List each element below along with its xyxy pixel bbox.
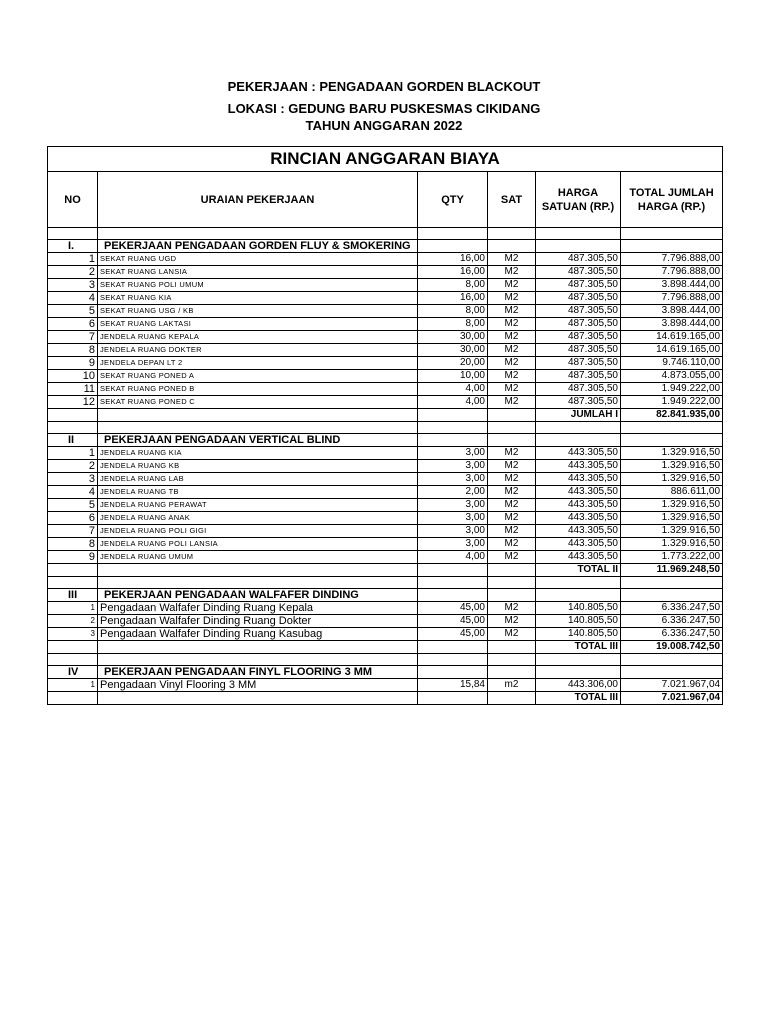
- empty-cell: [98, 422, 418, 434]
- empty-cell: [48, 422, 98, 434]
- item-total: 7.021.967,04: [621, 679, 723, 692]
- item-unit: M2: [488, 525, 536, 538]
- item-number: 4: [48, 292, 98, 305]
- item-total: 3.898.444,00: [621, 279, 723, 292]
- table-row: [48, 512, 723, 525]
- table-row: [48, 486, 723, 499]
- table-row: [48, 253, 723, 266]
- item-number: 2: [48, 266, 98, 279]
- table-row: [48, 331, 723, 344]
- item-number: 9: [48, 551, 98, 564]
- item-unit-price: 443.305,50: [536, 525, 621, 538]
- item-unit-price: 443.305,50: [536, 551, 621, 564]
- item-unit: M2: [488, 396, 536, 409]
- item-unit: M2: [488, 486, 536, 499]
- item-description: JENDELA RUANG TB: [98, 486, 418, 499]
- item-qty: 3,00: [418, 499, 488, 512]
- item-total: 1.329.916,50: [621, 538, 723, 551]
- item-unit-price: 140.805,50: [536, 628, 621, 641]
- empty-cell: [621, 589, 723, 602]
- empty-cell: [536, 240, 621, 253]
- item-number: 12: [48, 396, 98, 409]
- empty-cell: [488, 666, 536, 679]
- item-qty: 8,00: [418, 318, 488, 331]
- item-description: SEKAT RUANG POLI UMUM: [98, 279, 418, 292]
- item-unit: M2: [488, 473, 536, 486]
- item-description: JENDELA RUANG POLI GIGI: [98, 525, 418, 538]
- empty-cell: [621, 654, 723, 666]
- item-unit: M2: [488, 331, 536, 344]
- section-number: I.: [48, 240, 98, 253]
- table-row: [48, 525, 723, 538]
- table-row: [48, 679, 723, 692]
- section-total-label: JUMLAH I: [536, 409, 621, 422]
- item-description: JENDELA RUANG KIA: [98, 447, 418, 460]
- item-qty: 15,84: [418, 679, 488, 692]
- empty-cell: [536, 589, 621, 602]
- item-qty: 3,00: [418, 538, 488, 551]
- empty-cell: [536, 434, 621, 447]
- item-description: JENDELA DEPAN LT 2: [98, 357, 418, 370]
- item-total: 1.949.222,00: [621, 383, 723, 396]
- item-total: 6.336.247,50: [621, 602, 723, 615]
- item-total: 6.336.247,50: [621, 615, 723, 628]
- item-unit: m2: [488, 679, 536, 692]
- item-qty: 45,00: [418, 628, 488, 641]
- item-total: 14.619.165,00: [621, 331, 723, 344]
- section-total-row: [48, 692, 723, 705]
- item-total: 4.873.055,00: [621, 370, 723, 383]
- col-header-harga: HARGA SATUAN (RP.): [536, 172, 621, 228]
- empty-cell: [98, 577, 418, 589]
- empty-cell: [488, 577, 536, 589]
- item-number: 6: [48, 318, 98, 331]
- item-description: SEKAT RUANG LANSIA: [98, 266, 418, 279]
- item-unit: M2: [488, 628, 536, 641]
- section-total-value: 19.008.742,50: [621, 641, 723, 654]
- empty-cell: [536, 666, 621, 679]
- item-unit-price: 443.305,50: [536, 473, 621, 486]
- item-unit: M2: [488, 602, 536, 615]
- item-unit-price: 487.305,50: [536, 370, 621, 383]
- empty-cell: [48, 654, 98, 666]
- location-line: LOKASI : GEDUNG BARU PUSKESMAS CIKIDANG: [227, 101, 541, 116]
- col-header-sat: SAT: [488, 172, 536, 228]
- section-total-value: 7.021.967,04: [621, 692, 723, 705]
- item-description: SEKAT RUANG USG / KB: [98, 305, 418, 318]
- item-number: 5: [48, 305, 98, 318]
- section-total-row: [48, 564, 723, 577]
- item-total: 1.329.916,50: [621, 447, 723, 460]
- empty-cell: [418, 422, 488, 434]
- item-qty: 2,00: [418, 486, 488, 499]
- item-description: SEKAT RUANG LAKTASI: [98, 318, 418, 331]
- empty-cell: [488, 692, 536, 705]
- item-unit-price: 140.805,50: [536, 615, 621, 628]
- item-qty: 3,00: [418, 460, 488, 473]
- item-qty: 16,00: [418, 266, 488, 279]
- empty-cell: [536, 577, 621, 589]
- table-row: [48, 396, 723, 409]
- item-description: Pengadaan Walfafer Dinding Ruang Kepala: [98, 602, 418, 615]
- empty-cell: [418, 666, 488, 679]
- item-total: 1.949.222,00: [621, 396, 723, 409]
- item-unit: M2: [488, 460, 536, 473]
- item-description: JENDELA RUANG LAB: [98, 473, 418, 486]
- empty-cell: [621, 228, 723, 240]
- col-header-qty: QTY: [418, 172, 488, 228]
- item-qty: 10,00: [418, 370, 488, 383]
- item-qty: 16,00: [418, 292, 488, 305]
- item-unit: M2: [488, 292, 536, 305]
- item-number: 1: [48, 253, 98, 266]
- item-total: 886.611,00: [621, 486, 723, 499]
- empty-cell: [418, 589, 488, 602]
- item-description: JENDELA RUANG KEPALA: [98, 331, 418, 344]
- empty-cell: [488, 564, 536, 577]
- section-total-value: 82.841.935,00: [621, 409, 723, 422]
- item-unit-price: 487.305,50: [536, 331, 621, 344]
- table-row: [48, 370, 723, 383]
- budget-table: [47, 146, 723, 705]
- table-row: [48, 292, 723, 305]
- empty-cell: [621, 577, 723, 589]
- item-description: JENDELA RUANG KB: [98, 460, 418, 473]
- section-number: II: [48, 434, 98, 447]
- empty-cell: [98, 228, 418, 240]
- item-total: 14.619.165,00: [621, 344, 723, 357]
- table-row: [48, 602, 723, 615]
- empty-cell: [621, 434, 723, 447]
- item-unit-price: 443.305,50: [536, 499, 621, 512]
- item-description: JENDELA RUANG ANAK: [98, 512, 418, 525]
- item-unit-price: 487.305,50: [536, 253, 621, 266]
- item-description: SEKAT RUANG PONED C: [98, 396, 418, 409]
- table-row: [48, 447, 723, 460]
- table-row: [48, 628, 723, 641]
- item-description: JENDELA RUANG POLI LANSIA: [98, 538, 418, 551]
- table-row: [48, 305, 723, 318]
- item-total: 1.329.916,50: [621, 460, 723, 473]
- item-unit: M2: [488, 383, 536, 396]
- empty-cell: [98, 641, 418, 654]
- item-qty: 3,00: [418, 473, 488, 486]
- item-qty: 16,00: [418, 253, 488, 266]
- item-description: SEKAT RUANG UGD: [98, 253, 418, 266]
- item-unit-price: 487.305,50: [536, 305, 621, 318]
- empty-cell: [488, 434, 536, 447]
- empty-cell: [48, 564, 98, 577]
- item-total: 3.898.444,00: [621, 305, 723, 318]
- empty-cell: [418, 240, 488, 253]
- item-description: SEKAT RUANG PONED B: [98, 383, 418, 396]
- table-row: [48, 383, 723, 396]
- item-unit: M2: [488, 305, 536, 318]
- item-unit-price: 487.305,50: [536, 396, 621, 409]
- table-row: [48, 460, 723, 473]
- empty-cell: [488, 422, 536, 434]
- empty-cell: [48, 577, 98, 589]
- item-unit: M2: [488, 266, 536, 279]
- item-unit: M2: [488, 344, 536, 357]
- item-qty: 4,00: [418, 551, 488, 564]
- item-total: 6.336.247,50: [621, 628, 723, 641]
- item-unit-price: 443.305,50: [536, 538, 621, 551]
- spacer-row: [48, 577, 723, 589]
- empty-cell: [536, 654, 621, 666]
- item-description: Pengadaan Vinyl Flooring 3 MM: [98, 679, 418, 692]
- empty-cell: [98, 654, 418, 666]
- col-header-no: NO: [48, 172, 98, 228]
- item-total: 1.329.916,50: [621, 525, 723, 538]
- item-qty: 20,00: [418, 357, 488, 370]
- section-total-row: [48, 409, 723, 422]
- empty-cell: [48, 692, 98, 705]
- item-number: 11: [48, 383, 98, 396]
- item-number: 1: [48, 447, 98, 460]
- item-unit-price: 487.305,50: [536, 383, 621, 396]
- section-header-row: [48, 434, 723, 447]
- empty-cell: [536, 422, 621, 434]
- section-total-label: TOTAL III: [536, 641, 621, 654]
- item-number: 5: [48, 499, 98, 512]
- item-description: Pengadaan Walfafer Dinding Ruang Kasubag: [98, 628, 418, 641]
- table-row: [48, 357, 723, 370]
- item-number: 3: [48, 473, 98, 486]
- item-unit: M2: [488, 357, 536, 370]
- item-number: 6: [48, 512, 98, 525]
- table-title: RINCIAN ANGGARAN BIAYA: [48, 147, 723, 172]
- item-qty: 45,00: [418, 602, 488, 615]
- item-unit-price: 140.805,50: [536, 602, 621, 615]
- item-number: 2: [48, 460, 98, 473]
- item-unit-price: 487.305,50: [536, 266, 621, 279]
- item-unit: M2: [488, 538, 536, 551]
- item-unit: M2: [488, 253, 536, 266]
- section-header-row: [48, 589, 723, 602]
- item-qty: 3,00: [418, 447, 488, 460]
- item-number: 1: [48, 602, 98, 615]
- item-unit-price: 443.305,50: [536, 512, 621, 525]
- empty-cell: [488, 240, 536, 253]
- table-row: [48, 344, 723, 357]
- empty-cell: [488, 589, 536, 602]
- empty-cell: [418, 228, 488, 240]
- item-unit-price: 487.305,50: [536, 318, 621, 331]
- empty-cell: [418, 641, 488, 654]
- item-qty: 8,00: [418, 305, 488, 318]
- item-unit: M2: [488, 370, 536, 383]
- empty-cell: [48, 228, 98, 240]
- table-row: [48, 473, 723, 486]
- spacer-row: [48, 228, 723, 240]
- section-number: IV: [48, 666, 98, 679]
- item-total: 1.329.916,50: [621, 499, 723, 512]
- item-total: 9.746.110,00: [621, 357, 723, 370]
- item-qty: 3,00: [418, 512, 488, 525]
- section-title: PEKERJAAN PENGADAAN VERTICAL BLIND: [98, 434, 418, 447]
- empty-cell: [418, 654, 488, 666]
- empty-cell: [536, 228, 621, 240]
- item-unit-price: 487.305,50: [536, 357, 621, 370]
- item-number: 4: [48, 486, 98, 499]
- table-row: [48, 538, 723, 551]
- item-qty: 30,00: [418, 331, 488, 344]
- item-number: 3: [48, 628, 98, 641]
- empty-cell: [621, 422, 723, 434]
- spacer-row: [48, 654, 723, 666]
- item-number: 9: [48, 357, 98, 370]
- item-total: 1.329.916,50: [621, 473, 723, 486]
- item-qty: 4,00: [418, 396, 488, 409]
- section-header-row: [48, 240, 723, 253]
- item-total: 3.898.444,00: [621, 318, 723, 331]
- document-title: PEKERJAAN : PENGADAAN GORDEN BLACKOUT: [227, 79, 541, 94]
- item-qty: 45,00: [418, 615, 488, 628]
- section-total-label: TOTAL III: [536, 692, 621, 705]
- empty-cell: [488, 654, 536, 666]
- item-number: 7: [48, 331, 98, 344]
- table-row: [48, 499, 723, 512]
- item-unit-price: 443.305,50: [536, 460, 621, 473]
- section-header-row: [48, 666, 723, 679]
- item-description: SEKAT RUANG PONED A: [98, 370, 418, 383]
- section-title: PEKERJAAN PENGADAAN FINYL FLOORING 3 MM: [98, 666, 418, 679]
- item-qty: 3,00: [418, 525, 488, 538]
- empty-cell: [488, 641, 536, 654]
- empty-cell: [418, 564, 488, 577]
- item-description: Pengadaan Walfafer Dinding Ruang Dokter: [98, 615, 418, 628]
- empty-cell: [621, 666, 723, 679]
- empty-cell: [98, 692, 418, 705]
- item-unit-price: 487.305,50: [536, 279, 621, 292]
- section-total-value: 11.969.248,50: [621, 564, 723, 577]
- empty-cell: [418, 409, 488, 422]
- table-row: [48, 318, 723, 331]
- empty-cell: [488, 409, 536, 422]
- section-total-row: [48, 641, 723, 654]
- col-header-total: TOTAL JUMLAH HARGA (RP.): [621, 172, 723, 228]
- section-title: PEKERJAAN PENGADAAN WALFAFER DINDING: [98, 589, 418, 602]
- item-total: 7.796.888,00: [621, 266, 723, 279]
- column-header-row: [48, 172, 723, 228]
- item-number: 7: [48, 525, 98, 538]
- item-number: 8: [48, 344, 98, 357]
- item-unit-price: 443.305,50: [536, 447, 621, 460]
- item-total: 7.796.888,00: [621, 253, 723, 266]
- spacer-row: [48, 422, 723, 434]
- table-row: [48, 551, 723, 564]
- item-total: 1.329.916,50: [621, 512, 723, 525]
- item-number: 1: [48, 679, 98, 692]
- empty-cell: [418, 434, 488, 447]
- item-description: JENDELA RUANG PERAWAT: [98, 499, 418, 512]
- table-row: [48, 266, 723, 279]
- item-description: JENDELA RUANG UMUM: [98, 551, 418, 564]
- section-title: PEKERJAAN PENGADAAN GORDEN FLUY & SMOKERING: [98, 240, 418, 253]
- item-number: 10: [48, 370, 98, 383]
- budget-table-body: [48, 147, 723, 705]
- item-description: JENDELA RUANG DOKTER: [98, 344, 418, 357]
- item-unit: M2: [488, 499, 536, 512]
- item-unit: M2: [488, 447, 536, 460]
- item-unit-price: 443.305,50: [536, 486, 621, 499]
- empty-cell: [621, 240, 723, 253]
- table-row: [48, 615, 723, 628]
- empty-cell: [418, 692, 488, 705]
- item-unit: M2: [488, 615, 536, 628]
- item-unit: M2: [488, 279, 536, 292]
- item-qty: 30,00: [418, 344, 488, 357]
- section-number: III: [48, 589, 98, 602]
- item-qty: 4,00: [418, 383, 488, 396]
- item-number: 2: [48, 615, 98, 628]
- item-description: SEKAT RUANG KIA: [98, 292, 418, 305]
- item-unit-price: 443.306,00: [536, 679, 621, 692]
- table-row: [48, 279, 723, 292]
- item-unit: M2: [488, 512, 536, 525]
- item-unit-price: 487.305,50: [536, 344, 621, 357]
- empty-cell: [48, 641, 98, 654]
- item-unit: M2: [488, 318, 536, 331]
- section-total-label: TOTAL II: [536, 564, 621, 577]
- empty-cell: [488, 228, 536, 240]
- empty-cell: [98, 564, 418, 577]
- empty-cell: [48, 409, 98, 422]
- item-total: 1.773.222,00: [621, 551, 723, 564]
- item-unit: M2: [488, 551, 536, 564]
- col-header-uraian: URAIAN PEKERJAAN: [98, 172, 418, 228]
- empty-cell: [98, 409, 418, 422]
- item-total: 7.796.888,00: [621, 292, 723, 305]
- fiscal-year-line: TAHUN ANGGARAN 2022: [305, 118, 463, 133]
- empty-cell: [418, 577, 488, 589]
- item-unit-price: 487.305,50: [536, 292, 621, 305]
- item-number: 3: [48, 279, 98, 292]
- item-qty: 8,00: [418, 279, 488, 292]
- item-number: 8: [48, 538, 98, 551]
